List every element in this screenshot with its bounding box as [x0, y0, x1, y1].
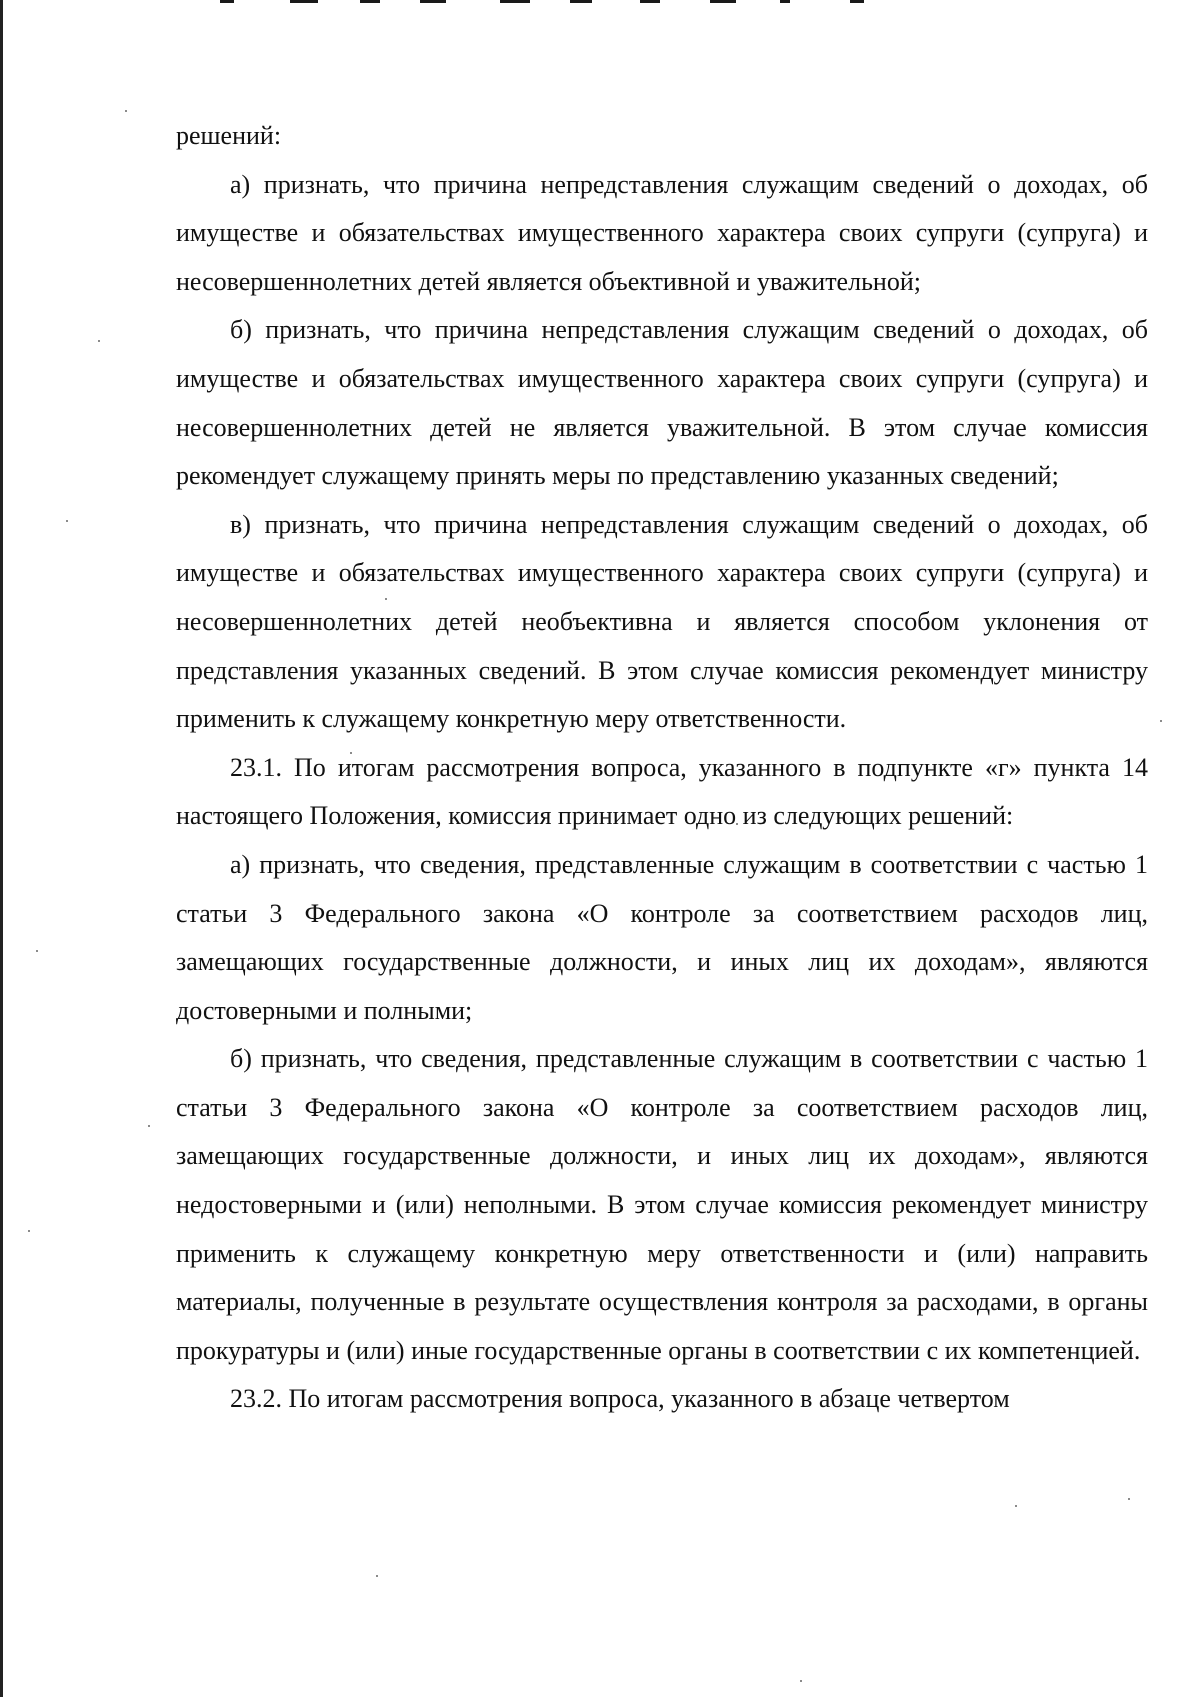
scan-speck: [36, 950, 38, 952]
paragraph-23-1-item-a: а) признать, что сведения, представленные служащим в соответствии с частью 1 статьи 3 Федерального закона «О контроле за соответствием расходов лиц, замещающих государственные должности, и иных лиц их доходам», являются достоверными и полными;: [176, 849, 1148, 1025]
scan-speck: [125, 110, 127, 112]
document-body: [176, 112, 1148, 1424]
scan-left-edge: [0, 0, 3, 1697]
paragraph-section-23-1: 23.1. По итогам рассмотрения вопроса, указанного в подпункте «г» пункта 14 настоящего Положения, комиссия принимает одно из следующих решений:: [176, 752, 1148, 831]
paragraph-item-a: а) признать, что причина непредставления служащим сведений о доходах, об имуществе и обязательствах имущественного характера своих супруги (супруга) и несовершеннолетних детей является объективной и уважительной;: [176, 169, 1148, 296]
scan-speck: [1015, 1505, 1017, 1507]
scan-speck: [376, 1575, 378, 1577]
paragraph-23-1-item-b: б) признать, что сведения, представленные служащим в соответствии с частью 1 статьи 3 Федерального закона «О контроле за соответствием расходов лиц, замещающих государственные должности, и иных лиц их доходам», являются недостоверными и (или) неполными. В этом случае комиссия рекомендует министру применить к служащему конкретную меру ответственности и (или) направить материалы, полученные в результате осуществления контроля за расходами, в органы прокуратуры и (или) иные государственные органы в соответствии с их компетенцией.: [176, 1044, 1148, 1365]
scan-speck: [28, 1230, 30, 1232]
scan-speck: [800, 1680, 802, 1682]
scan-top-artifacts: [220, 0, 980, 6]
paragraph-continuation: решений:: [176, 121, 282, 150]
scan-speck: [1128, 1498, 1130, 1500]
scan-speck: [148, 1125, 150, 1127]
scan-speck: [66, 520, 68, 522]
paragraph-item-v: в) признать, что причина непредставления служащим сведений о доходах, об имуществе и обязательствах имущественного характера своих супруги (супруга) и несовершеннолетних детей необъективна и является способом уклонения от представления указанных сведений. В этом случае комиссия рекомендует министру применить к служащему конкретную меру ответственности.: [176, 509, 1148, 734]
paragraph-item-b: б) признать, что причина непредставления служащим сведений о доходах, об имуществе и обязательствах имущественного характера своих супруги (супруга) и несовершеннолетних детей не является уважительной. В этом случае комиссия рекомендует служащему принять меры по представлению указанных сведений;: [176, 315, 1148, 491]
paragraph-section-23-2: 23.2. По итогам рассмотрения вопроса, указанного в абзаце четвертом: [230, 1384, 1010, 1414]
scan-speck: [98, 340, 100, 342]
scan-speck: [1160, 720, 1162, 722]
